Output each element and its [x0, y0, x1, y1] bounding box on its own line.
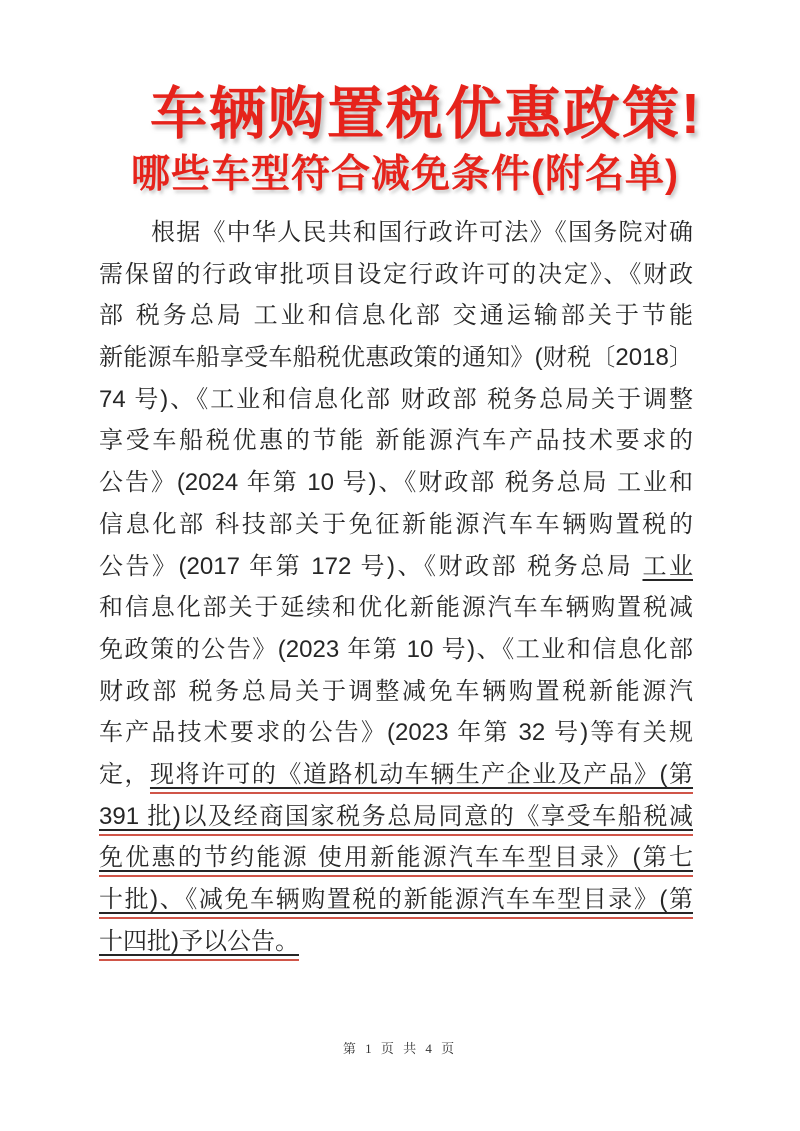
article-title-block: [0, 0, 800, 200]
paragraph-line: [99, 629, 693, 671]
body-text-segment: 需保留的行政审批项目设定行政许可的决定》、《财政: [99, 260, 693, 288]
paragraph-line: [99, 587, 693, 629]
body-text-segment: 免政策的公告》(2023 年第 10 号)、《工业和信息化部: [99, 635, 693, 663]
underlined-red-text: 391 批)以及经商国家税务总局同意的《享受车船税减: [99, 803, 693, 836]
paragraph-line: [99, 921, 693, 963]
paragraph-line: [99, 879, 693, 921]
underlined-red-text: 现将许可的《道路机动车辆生产企业及产品》(第: [150, 761, 693, 794]
body-text-segment: 定，: [99, 760, 150, 788]
body-text-segment: 公告》(2024 年第 10 号)、《财政部 税务总局 工业和: [99, 469, 693, 497]
body-text-segment: 74 号)、《工业和信息化部 财政部 税务总局关于调整: [99, 385, 693, 413]
article-body: [99, 212, 693, 962]
underlined-black-text: 工业: [642, 552, 693, 580]
paragraph-line: [99, 295, 693, 337]
body-text-segment: 公告》(2017 年第 172 号)、《财政部 税务总局: [99, 552, 643, 580]
underlined-red-text: 十批)、《减免车辆购置税的新能源汽车车型目录》(第: [99, 886, 693, 919]
body-text-segment: 和信息化部关于延续和优化新能源汽车车辆购置税减: [99, 594, 693, 622]
paragraph-line: [99, 671, 693, 713]
underlined-red-text: 十四批)予以公告。: [99, 928, 299, 961]
paragraph-line: [99, 462, 693, 504]
paragraph-line: [99, 712, 693, 754]
paragraph-line: [99, 379, 693, 421]
article-title-main: 车辆购置税优惠政策!: [150, 82, 702, 146]
paragraph-line: [99, 546, 693, 588]
paragraph-line: [99, 254, 693, 296]
body-text-segment: 根据《中华人民共和国行政许可法》《国务院对确: [151, 219, 693, 246]
page-number-label: 第 1 页 共 4 页: [342, 1041, 458, 1056]
paragraph-line: [99, 337, 693, 379]
body-text-segment: 新能源车船享受车船税优惠政策的通知》(财税〔2018〕: [99, 344, 693, 372]
body-text-segment: 车产品技术要求的公告》(2023 年第 32 号)等有关规: [99, 719, 693, 747]
body-text-segment: 享受车船税优惠的节能 新能源汽车产品技术要求的: [99, 427, 693, 455]
body-text-segment: 部 税务总局 工业和信息化部 交通运输部关于节能: [99, 302, 693, 330]
paragraph-line: [99, 796, 693, 838]
paragraph-line: [99, 420, 693, 462]
article-title-sub: 哪些车型符合减免条件(附名单): [131, 153, 679, 196]
body-text-segment: 信息化部 科技部关于免征新能源汽车车辆购置税的: [99, 510, 693, 538]
page-number-footer: [0, 1038, 800, 1057]
paragraph-line: [99, 837, 693, 879]
paragraph-line: [99, 212, 693, 254]
body-text-segment: 财政部 税务总局关于调整减免车辆购置税新能源汽: [99, 677, 693, 705]
paragraph-line: [99, 754, 693, 796]
paragraph-line: [99, 504, 693, 546]
underlined-red-text: 免优惠的节约能源 使用新能源汽车车型目录》(第七: [99, 844, 693, 877]
